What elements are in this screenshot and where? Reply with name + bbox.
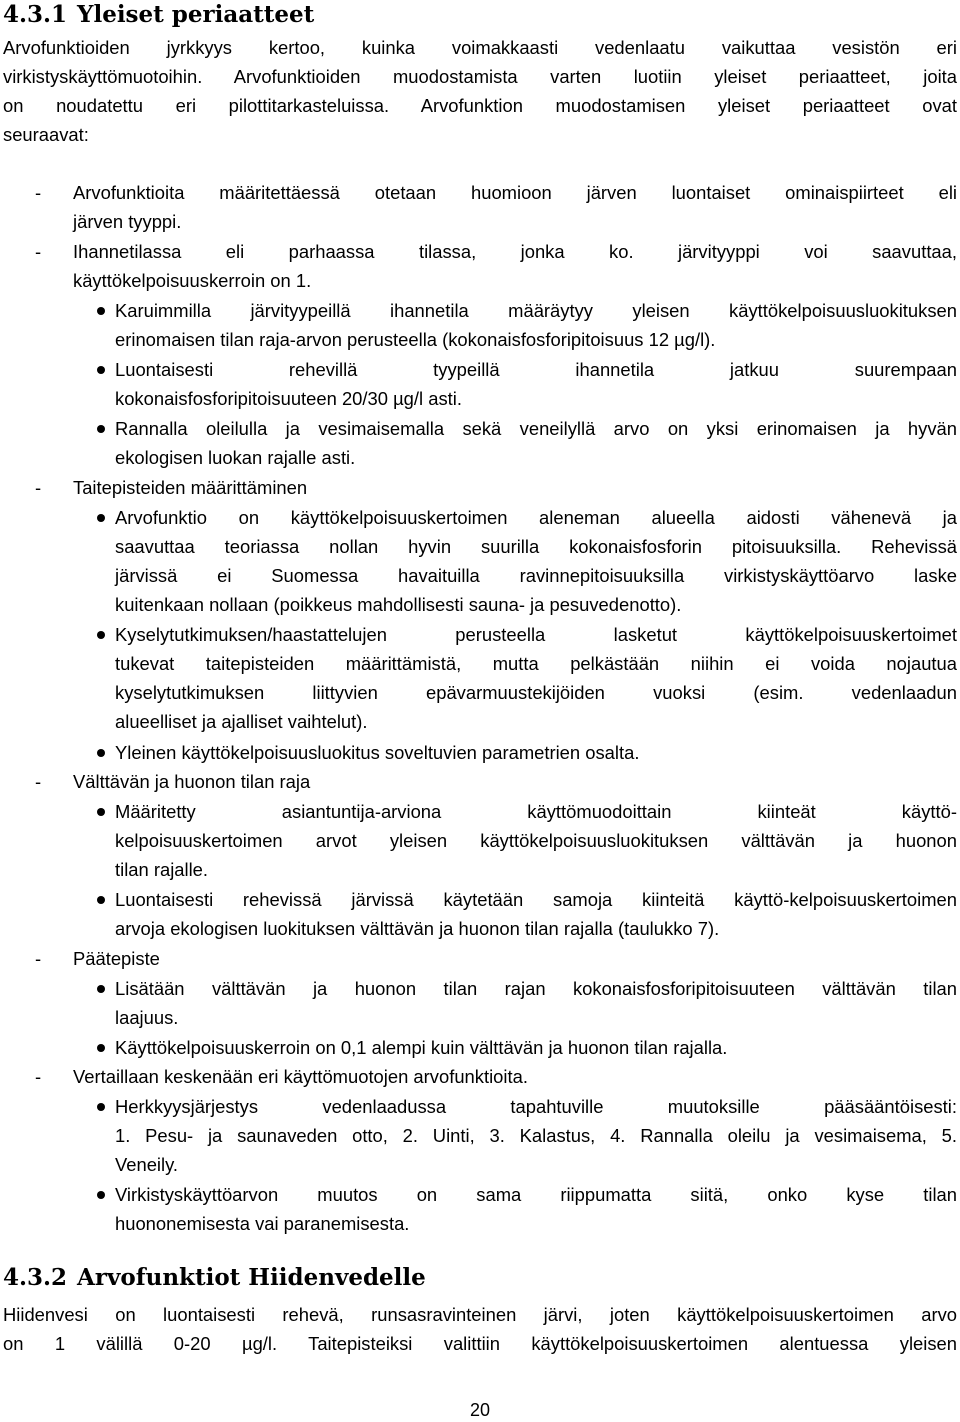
list-item-line: Arvofunktioita määritettäessä otetaan huomioon järven luontaiset ominaispiirteet eli <box>73 182 957 203</box>
bullet-line: järvissä ei Suomessa havaituilla ravinnepitoisuuksilla virkistyskäyttöarvo laske <box>115 565 957 586</box>
bullet-line: saavuttaa teoriassa nollan hyvin suurilla kokonaisfosforin pitoisuuksilla. Rehevissä <box>115 536 957 557</box>
bullet-icon <box>97 896 105 904</box>
list-item-line: Välttävän ja huonon tilan raja <box>73 771 311 792</box>
list-dash: - <box>35 1066 42 1087</box>
bullet-icon <box>97 1044 105 1052</box>
list-item-line: järven tyyppi. <box>73 211 182 232</box>
intro-line: virkistyskäyttömuotoihin. Arvofunktioiden muodostamista varten luotiin yleiset periaatteet, joita <box>3 66 957 87</box>
bullet-line: Yleinen käyttökelpoisuusluokitus soveltuvien parametrien osalta. <box>115 742 640 763</box>
bullet-line: huononemisesta vai paranemisesta. <box>115 1213 410 1234</box>
bullet-line: Virkistyskäyttöarvon muutos on sama riippumatta siitä, onko kyse tilan <box>115 1184 957 1205</box>
bullet-line: ekologisen luokan rajalle asti. <box>115 447 356 468</box>
list-dash: - <box>35 182 42 203</box>
bullet-icon <box>97 985 105 993</box>
bullet-icon <box>97 514 105 522</box>
section-heading <box>3 0 314 30</box>
bullet-line: Kyselytutkimuksen/haastattelujen perusteella lasketut käyttökelpoisuuskertoimet <box>115 624 957 645</box>
list-item-line: Vertaillaan keskenään eri käyttömuotojen arvofunktioita. <box>73 1066 528 1087</box>
bullet-line: erinomaisen tilan raja-arvon perusteella (kokonaisfosforipitoisuus 12 µg/l). <box>115 329 716 350</box>
section-title: Yleiset periaatteet <box>77 1 315 28</box>
section-number: 4.3.1 <box>3 1 68 28</box>
bullet-line: kuitenkaan nollaan (poikkeus mahdollisesti sauna- ja pesuvedenotto). <box>115 594 682 615</box>
list-item-line: Päätepiste <box>73 948 160 969</box>
bullet-line: kokonaisfosforipitoisuuteen 20/30 µg/l asti. <box>115 388 462 409</box>
list-dash: - <box>35 241 42 262</box>
bullet-line: tukevat taitepisteiden määrittämistä, mutta pelkästään niihin ei voida nojautua <box>115 653 957 674</box>
bullet-line: Herkkyysjärjestys vedenlaadussa tapahtuville muutoksille pääsääntöisesti: <box>115 1096 957 1117</box>
bullet-line: laajuus. <box>115 1007 179 1028</box>
list-item-line: Taitepisteiden määrittäminen <box>73 477 308 498</box>
bullet-line: kelpoisuuskertoimen arvot yleisen käyttökelpoisuusluokituksen välttävän ja huonon <box>115 830 957 851</box>
bullet-icon <box>97 307 105 315</box>
intro-line: on 1 välillä 0-20 µg/l. Taitepisteiksi valittiin käyttökelpoisuuskertoimen alentuessa yleisen <box>3 1333 957 1354</box>
list-dash: - <box>35 477 42 498</box>
intro-line: seuraavat: <box>3 124 89 145</box>
bullet-line: Käyttökelpoisuuskerroin on 0,1 alempi kuin välttävän ja huonon tilan rajalla. <box>115 1037 728 1058</box>
bullet-line: Lisätään välttävän ja huonon tilan rajan kokonaisfosforipitoisuuteen välttävän tilan <box>115 978 957 999</box>
bullet-line: Veneily. <box>115 1154 179 1175</box>
bullet-line: Luontaisesti rehevissä järvissä käytetään samoja kiinteitä käyttö-kelpoisuuskertoimen <box>115 889 957 910</box>
list-item-line: Ihannetilassa eli parhaassa tilassa, jonka ko. järvityyppi voi saavuttaa, <box>73 241 957 262</box>
section-number: 4.3.2 <box>3 1264 68 1291</box>
bullet-line: tilan rajalle. <box>115 859 209 880</box>
intro-line: Hiidenvesi on luontaisesti rehevä, runsasravinteinen järvi, joten käyttökelpoisuuskertoimen arvo <box>3 1304 957 1325</box>
list-dash: - <box>35 948 42 969</box>
page-number: 20 <box>469 1400 491 1420</box>
bullet-line: alueelliset ja ajalliset vaihtelut). <box>115 711 368 732</box>
list-item-line: käyttökelpoisuuskerroin on 1. <box>73 270 312 291</box>
section-title: Arvofunktiot Hiidenvedelle <box>77 1264 426 1291</box>
bullet-icon <box>97 425 105 433</box>
bullet-icon <box>97 749 105 757</box>
bullet-line: Arvofunktio on käyttökelpoisuuskertoimen aleneman alueella aidosti vähenevä ja <box>115 507 957 528</box>
list-dash: - <box>35 771 42 792</box>
bullet-icon <box>97 1191 105 1199</box>
bullet-icon <box>97 631 105 639</box>
bullet-line: Määritetty asiantuntija-arviona käyttömuodoittain kiinteät käyttö- <box>115 801 957 822</box>
bullet-icon <box>97 1103 105 1111</box>
bullet-line: Rannalla oleilulla ja vesimaisemalla sekä veneilyllä arvo on yksi erinomaisen ja hyvän <box>115 418 957 439</box>
bullet-line: Karuimmilla järvityypeillä ihannetila määräytyy yleisen käyttökelpoisuusluokituksen <box>115 300 957 321</box>
section-heading <box>3 1263 426 1293</box>
bullet-icon <box>97 808 105 816</box>
intro-line: on noudatettu eri pilottitarkasteluissa. Arvofunktion muodostamisen yleiset periaatteet ovat <box>3 95 957 116</box>
bullet-line: 1. Pesu- ja saunaveden otto, 2. Uinti, 3. Kalastus, 4. Rannalla oleilu ja vesimaisema, 5. <box>115 1125 957 1146</box>
intro-line: Arvofunktioiden jyrkkyys kertoo, kuinka voimakkaasti vedenlaatu vaikuttaa vesistön eri <box>3 37 957 58</box>
bullet-icon <box>97 366 105 374</box>
bullet-line: Luontaisesti rehevillä tyypeillä ihannetila jatkuu suurempaan <box>115 359 957 380</box>
bullet-line: arvoja ekologisen luokituksen välttävän ja huonon tilan rajalla (taulukko 7). <box>115 918 720 939</box>
bullet-line: kyselytutkimuksen liittyvien epävarmuustekijöiden vuoksi (esim. vedenlaadun <box>115 682 957 703</box>
